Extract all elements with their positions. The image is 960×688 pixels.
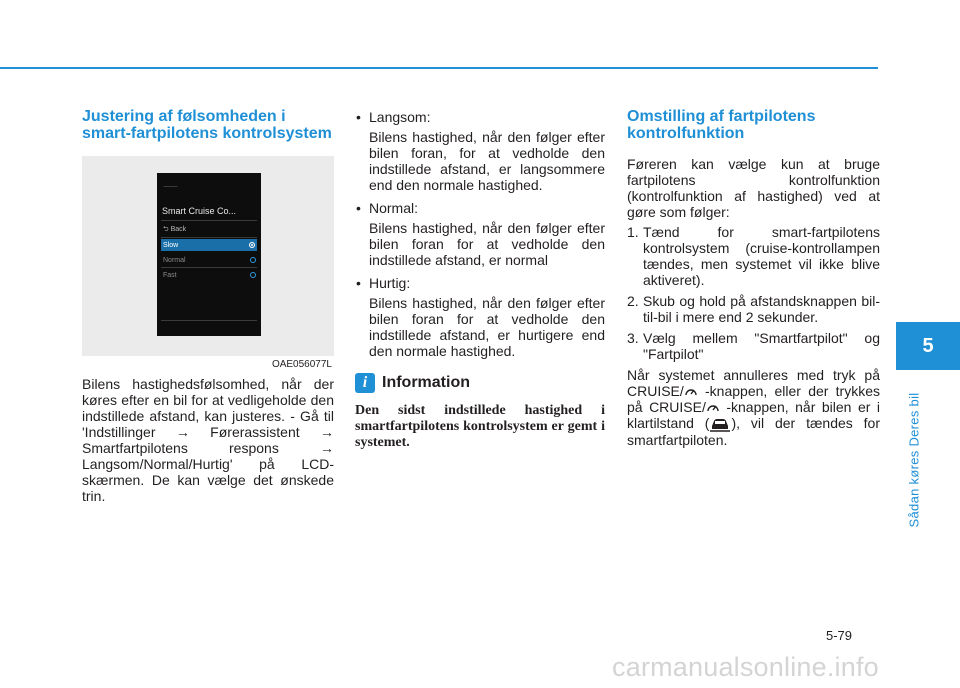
list-item xyxy=(355,109,605,193)
lcd-figure xyxy=(82,156,334,370)
screen-corner-mark xyxy=(150,173,178,187)
option-label: Normal xyxy=(163,256,186,264)
information-text: Den sidst indstillede hastighed i smartfartpilotens kontrolsystem er gemt i systemet. xyxy=(355,403,605,450)
closing-text: -knappen, når bilen er i klartilstand ( xyxy=(627,399,880,431)
information-box xyxy=(355,373,605,451)
cruise-icon xyxy=(706,402,720,414)
conversion-closing xyxy=(627,367,880,448)
bullet-label: • Hurtig: xyxy=(369,275,411,291)
option-label: Fast xyxy=(163,271,177,279)
back-label: Back xyxy=(170,225,187,233)
figure-code: OAE056077L xyxy=(271,359,332,370)
chapter-title-vertical xyxy=(896,380,932,540)
option-label: Slow xyxy=(163,241,179,249)
list-item: 2. Skub og hold på afstandsknappen bil-til-bil i mere end 2 sekunder. xyxy=(627,293,880,325)
closing-text: Når systemet annulleres med tryk på CRUISE/ xyxy=(627,367,880,399)
column-middle xyxy=(355,109,605,451)
section-heading-sensitivity: Justering af følsomheden i smart-fartpilotens kontrolsystem xyxy=(82,108,332,142)
screen-divider xyxy=(161,320,257,321)
closing-text: ), vil der tændes for smartfartpiloten. xyxy=(627,415,880,449)
list-item xyxy=(355,200,605,268)
chapter-tab[interactable] xyxy=(896,322,960,370)
lcd-screen xyxy=(157,173,261,336)
information-header xyxy=(355,373,605,393)
step-text: Vælg mellem "Smartfartpilot" og "Fartpilot" xyxy=(643,330,880,362)
screen-divider xyxy=(161,267,257,268)
screen-title: Smart Cruise Co... xyxy=(162,206,237,216)
screen-option-slow xyxy=(161,239,257,251)
step-text: Skub og hold på afstandsknappen bil-til-bil i mere end 2 sekunder. xyxy=(643,293,880,325)
watermark: carmanualsonline.info xyxy=(612,652,879,682)
bullet-desc: Bilens hastighed, når den følger efter bilen foran for at vedholde den indstillede afstand, er hurtigere end den normale hastighed. xyxy=(369,295,605,359)
conversion-intro: Føreren kan vælge kun at bruge fartpilotens kontrolfunktion (kontrolfunktion af hastighed) ved at gøre som følger: xyxy=(627,156,880,220)
cruise-icon xyxy=(684,386,698,398)
header-rule xyxy=(0,67,878,69)
screen-option-fast xyxy=(163,269,256,281)
closing-text: -knappen, eller der trykkes på CRUISE/ xyxy=(627,383,880,415)
radio-selected-icon xyxy=(249,242,255,248)
radio-icon xyxy=(250,272,256,278)
screen-divider xyxy=(161,220,257,221)
column-left xyxy=(82,108,334,504)
chapter-title: Sådan køres Deres bil xyxy=(906,392,922,528)
bullet-desc: Bilens hastighed, når den følger efter bilen foran, for at vedholde den indstillede afstand, er langsommere end den normale hastighed. xyxy=(369,129,605,193)
section-heading-conversion: Omstilling af fartpilotens kontrolfunktion xyxy=(627,108,816,142)
bullet-label: • Normal: xyxy=(369,200,419,216)
column-right xyxy=(627,108,880,452)
list-item: 1. Tænd for smart-fartpilotens kontrolsystem (cruise-kontrollampen tændes, men systemet vil ikke blive aktiveret). xyxy=(627,224,880,288)
step-text: Tænd for smart-fartpilotens kontrolsystem (cruise-kontrollampen tændes, men systemet vil ikke blive aktiveret). xyxy=(643,224,880,288)
page-number: 5-79 xyxy=(826,628,853,643)
info-icon: i xyxy=(355,373,375,393)
bullet-desc: Bilens hastighed, når den følger efter bilen foran for at vedholde den indstillede afstand, er normal xyxy=(369,220,605,268)
car-status-icon xyxy=(709,416,731,432)
radio-icon xyxy=(250,257,256,263)
sensitivity-body: Bilens hastighedsfølsomhed, når der køres efter en bil for at vedligeholde den indstillede afstand, kan justeres. - Gå til 'Indstillinger → Førerassistent → Smartfartpilotens respons → Langsom/Normal/Hurtig' på LCD-skærmen. De kan vælge det ønskede trin. xyxy=(82,376,334,504)
bullet-label: • Langsom: xyxy=(369,109,431,125)
information-title: Information xyxy=(382,374,470,391)
screen-divider xyxy=(161,237,257,238)
list-item: 3. Vælg mellem "Smartfartpilot" og "Fartpilot" xyxy=(627,330,880,362)
back-arrow-icon: ⮌ xyxy=(163,225,169,233)
list-item xyxy=(355,275,605,359)
screen-back-row xyxy=(163,224,256,236)
chapter-number: 5 xyxy=(922,334,934,357)
response-list xyxy=(355,109,605,359)
steps-list xyxy=(627,224,880,362)
screen-option-normal xyxy=(163,254,256,266)
